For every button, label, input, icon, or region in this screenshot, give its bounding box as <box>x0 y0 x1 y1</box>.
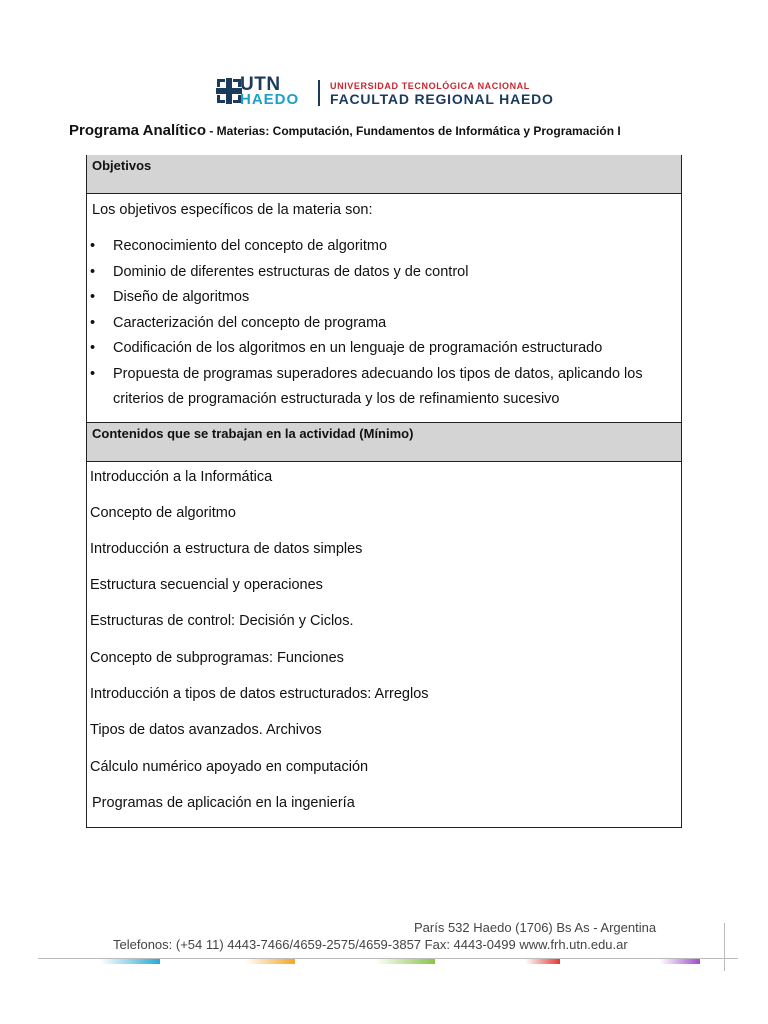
list-item: • Reconocimiento del concepto de algoritmo <box>87 234 677 260</box>
bullet-icon: • <box>90 238 96 254</box>
page-title-subjects: - Materias: Computación, Fundamentos de Informática y Programación I <box>205 124 621 138</box>
footer-contact: Telefonos: (+54 11) 4443-7466/4659-2575/4659-3857 Fax: 4443-0499 www.frh.utn.edu.ar <box>113 937 628 952</box>
list-item: Programas de aplicación en la ingeniería <box>92 795 355 811</box>
list-item: Introducción a tipos de datos estructurados: Arreglos <box>90 686 429 702</box>
list-item: Introducción a estructura de datos simples <box>90 541 363 557</box>
page-header <box>0 72 768 116</box>
bullet-icon: • <box>90 314 96 331</box>
contenidos-heading: Contenidos que se trabajan en la actividad (Mínimo) <box>92 426 414 441</box>
footer-vertical-divider <box>724 923 725 971</box>
footer-stripe <box>245 959 295 964</box>
contenidos-body-cell <box>86 461 682 828</box>
footer-address: París 532 Haedo (1706) Bs As - Argentina <box>414 920 657 935</box>
objetivos-heading-cell <box>86 155 682 194</box>
list-item: • Codificación de los algoritmos en un lenguaje de programación estructurado <box>87 336 677 362</box>
footer-stripe <box>525 959 560 964</box>
footer-stripe <box>660 959 700 964</box>
objetivos-intro: Los objetivos específicos de la materia son: <box>92 202 373 218</box>
objetivos-list <box>87 234 677 413</box>
list-item: Estructura secuencial y operaciones <box>90 577 323 593</box>
list-item: Cálculo numérico apoyado en computación <box>90 759 369 775</box>
contenidos-heading-cell <box>86 422 682 462</box>
footer-stripe <box>375 959 435 964</box>
faculty-name: FACULTAD REGIONAL HAEDO <box>330 91 554 107</box>
list-item: • Caracterización del concepto de programa <box>87 311 677 337</box>
page-title-main: Programa Analítico <box>69 122 206 139</box>
logo-utn-text: UTN <box>240 74 281 95</box>
objetivos-heading: Objetivos <box>92 158 152 173</box>
bullet-icon: • <box>90 289 96 305</box>
logo-divider <box>318 80 320 106</box>
logo-haedo-text: HAEDO <box>240 91 300 108</box>
page-title <box>69 122 621 140</box>
objetivos-body-cell <box>86 194 682 423</box>
list-item: Introducción a la Informática <box>90 469 273 485</box>
bullet-icon: • <box>90 263 96 280</box>
bullet-icon: • <box>90 340 96 356</box>
list-item: Concepto de subprogramas: Funciones <box>90 650 344 666</box>
footer-stripe <box>100 959 160 964</box>
list-item: • Dominio de diferentes estructuras de datos y de control <box>87 260 677 286</box>
university-name: UNIVERSIDAD TECNOLÓGICA NACIONAL <box>330 81 530 91</box>
list-item: • Propuesta de programas superadores adecuando los tipos de datos, aplicando los criterios de programación estructurada y los de refinamiento sucesivo <box>87 362 677 413</box>
list-item: • Diseño de algoritmos <box>87 285 677 311</box>
bullet-icon: • <box>90 365 96 382</box>
list-item: Concepto de algoritmo <box>90 505 236 521</box>
list-item: Tipos de datos avanzados. Archivos <box>90 722 322 738</box>
list-item: Estructuras de control: Decisión y Ciclos. <box>90 613 354 629</box>
